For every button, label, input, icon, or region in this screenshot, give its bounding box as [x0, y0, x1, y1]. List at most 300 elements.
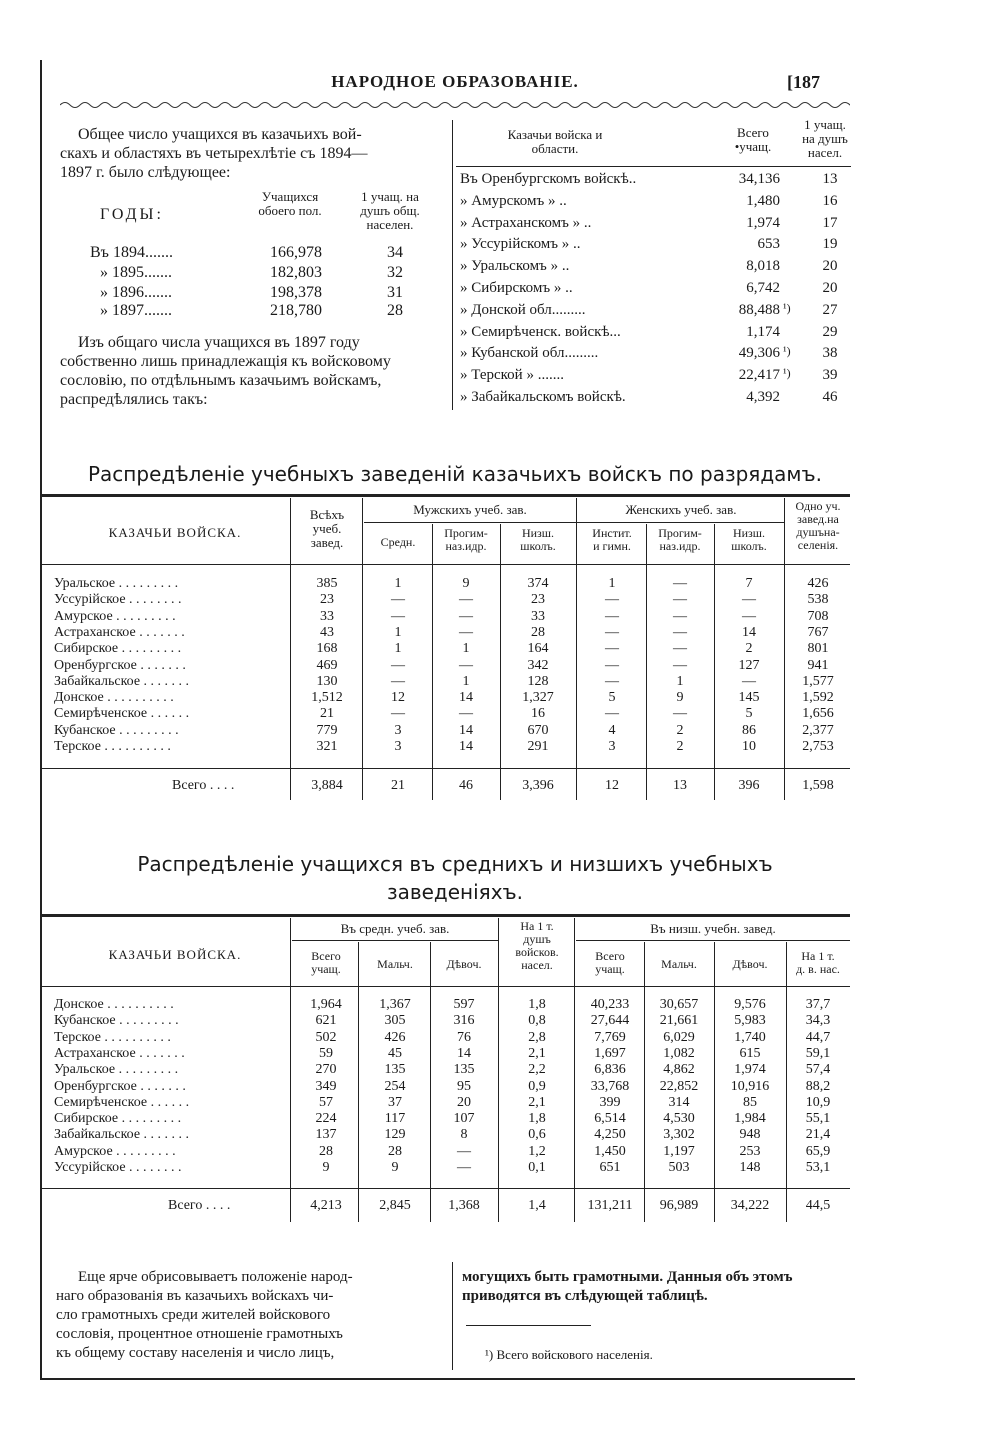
- table2-cell: 1,974: [734, 1062, 766, 1078]
- table2-cell: 2,1: [528, 1094, 546, 1110]
- table2-subheader: [786, 950, 850, 976]
- right-table-name-cell: » Сибирскомъ » ..: [460, 280, 573, 296]
- table1-cell: 9: [676, 690, 684, 706]
- table1-cell: 1: [462, 673, 470, 689]
- table1-header-female: Женскихъ учеб. зав.: [625, 502, 737, 517]
- table2-row-label: Кубанское . . . . . . . . .: [54, 1013, 179, 1029]
- table1-cell: —: [391, 673, 405, 689]
- table2-cell: 22,852: [659, 1078, 699, 1094]
- table2-cell: 1,197: [663, 1143, 695, 1159]
- table2-subheader-rule: [576, 940, 850, 941]
- table1-cell: 385: [316, 576, 338, 591]
- table2-cell: 1,8: [528, 1111, 546, 1127]
- header-line: и гимн.: [593, 539, 631, 553]
- table1-cell: 708: [807, 608, 829, 624]
- table1-header-rule: [42, 564, 850, 565]
- table1-cell: 321: [316, 739, 338, 754]
- table2-cell: 1,367: [379, 997, 411, 1012]
- table2-subheader: [292, 950, 360, 976]
- table2-cell: 30,657: [659, 997, 699, 1012]
- table2-cell: 34,3: [805, 1013, 831, 1029]
- right-table-rule: [456, 166, 851, 167]
- table1-row-label: Уральское . . . . . . . . .: [54, 576, 179, 591]
- page-number: [187: [787, 72, 820, 92]
- table1-cell: 1,327: [522, 690, 554, 706]
- table2-cell: 27,644: [590, 1013, 630, 1029]
- table2-cell: —: [457, 1160, 471, 1175]
- table1-total-rule: [42, 768, 850, 769]
- table1-cell: —: [605, 641, 619, 657]
- table1-cell: 291: [527, 739, 549, 754]
- table1-row-label: Донское . . . . . . . . . .: [54, 690, 174, 706]
- header-line: Прогим-: [658, 526, 702, 540]
- table2-cell: —: [457, 1143, 471, 1159]
- bottom-left-line: Еще ярче обрисовываетъ положеніе народ-: [78, 1269, 353, 1285]
- table1-cell: 2,753: [802, 739, 834, 754]
- table2-cell: 10,9: [805, 1094, 831, 1110]
- table2-cell: 21,661: [659, 1013, 699, 1029]
- table1-header-name: КАЗАЧЬИ ВОЙСКА.: [108, 525, 242, 540]
- header-line: населен.: [366, 217, 414, 232]
- table2-cell: 597: [453, 997, 475, 1012]
- table2-cell: 53,1: [805, 1160, 831, 1175]
- table2-header-rule: [42, 986, 850, 987]
- table2-cell: 1,2: [528, 1143, 546, 1159]
- table2-row-label: Терское . . . . . . . . . .: [54, 1029, 171, 1045]
- right-table-total-cell: 4,392: [746, 389, 780, 405]
- intro-after-line: Изъ общаго числа учащихся въ 1897 году: [78, 334, 360, 351]
- students-header: [240, 190, 340, 218]
- table2-cell: 40,233: [590, 997, 630, 1012]
- table2-subheader: [430, 958, 498, 971]
- table1-cell: 10: [742, 739, 756, 754]
- header-line: Мальч.: [377, 957, 413, 971]
- table2-cell: 59,1: [805, 1045, 831, 1061]
- table1-row-label: Семирѣченское . . . . . .: [54, 706, 190, 722]
- right-table-ratio-cell: 39: [822, 367, 838, 384]
- header-line: учеб.: [312, 521, 342, 536]
- table2-cell: 253: [739, 1143, 761, 1159]
- bottom-left-line: наго образованія въ казачьихъ войскахъ чи-: [56, 1288, 334, 1304]
- table2-total-label: Всего . . . .: [168, 1198, 231, 1213]
- table1-cell: —: [605, 608, 619, 624]
- header-line: Прогим-: [444, 526, 488, 540]
- intro-line: скахъ и областяхъ въ четырехлѣтіе съ 1894—: [60, 145, 368, 162]
- table1-row-label: Амурское . . . . . . . . .: [54, 608, 176, 624]
- table2-subheader: [360, 958, 430, 971]
- table1-cell: 1,592: [802, 690, 834, 706]
- table1-cell: 374: [527, 576, 549, 591]
- table1-column-rule: [290, 498, 291, 800]
- right-table-footnote-mark: ¹): [783, 300, 791, 315]
- table1-subheader: [646, 527, 714, 553]
- table1-cell: 670: [527, 722, 549, 738]
- table1-cell: 128: [527, 673, 549, 689]
- table1-cell: 1: [394, 576, 402, 591]
- table2-cell: 502: [315, 1029, 337, 1045]
- table1-cell: 23: [320, 592, 334, 608]
- header-line: На 1 т.: [801, 949, 835, 963]
- header-line: •учащ.: [734, 139, 772, 154]
- table1-row-label: Уссурійское . . . . . . . .: [54, 592, 182, 608]
- table2-cell: 20: [457, 1094, 471, 1110]
- right-table-footnote-mark: ¹): [783, 366, 791, 381]
- table1-total-label: Всего . . . .: [172, 778, 235, 793]
- header-line: селенія.: [797, 538, 839, 552]
- table1-cell: 7: [745, 576, 753, 591]
- table2-cell: 135: [453, 1062, 475, 1078]
- students-cell: 166,978: [270, 244, 322, 261]
- table1-total-cell: 3,884: [311, 778, 343, 793]
- table2-cell: 57: [319, 1094, 333, 1110]
- table2-cell: 2,2: [528, 1062, 546, 1078]
- table1-total-cell: 1,598: [802, 778, 834, 793]
- footnote: ¹) Всего войскового населенія.: [485, 1347, 653, 1362]
- table2-cell: 10,916: [730, 1078, 770, 1094]
- table2-cell: 0,8: [528, 1013, 546, 1029]
- ratio-header: [340, 190, 440, 232]
- header-line: Одно уч.: [795, 499, 841, 513]
- table2-total-cell: 4,213: [310, 1198, 342, 1213]
- table2-cell: 316: [453, 1013, 475, 1029]
- table2-cell: 615: [739, 1045, 761, 1061]
- table1-subheader: [432, 527, 500, 553]
- table1-cell: —: [391, 657, 405, 673]
- right-table-header-ratio: [790, 118, 860, 160]
- table2-title-line2: заведеніяхъ.: [386, 880, 524, 904]
- table1-cell: 14: [459, 739, 473, 754]
- table1-cell: —: [673, 624, 687, 640]
- header-line: учащ.: [595, 962, 625, 976]
- table1-cell: 426: [807, 576, 829, 591]
- table1-cell: 33: [531, 608, 545, 624]
- table2-total-cell: 96,989: [659, 1198, 699, 1213]
- table2-total-cell: 131,211: [587, 1198, 633, 1213]
- table1-cell: —: [742, 592, 756, 608]
- header-line: Всего: [595, 949, 625, 963]
- table2-cell: 4,250: [594, 1127, 626, 1143]
- table2-total-rule: [42, 1188, 850, 1189]
- right-table-ratio-cell: 27: [822, 301, 838, 318]
- header-line: душъна-: [796, 525, 840, 539]
- bottom-right-line: могущихъ быть грамотными. Данныя объ этомъ: [462, 1269, 793, 1285]
- right-table-header-name: [470, 128, 640, 156]
- table1-cell: 86: [742, 722, 756, 738]
- table2-cell: 21,4: [805, 1127, 831, 1143]
- table1-cell: —: [391, 706, 405, 722]
- table2-row-label: Уральское . . . . . . . . .: [54, 1062, 179, 1078]
- table1-cell: 1: [676, 673, 684, 689]
- header-line: наз.идр.: [445, 539, 487, 553]
- table1-cell: 12: [391, 690, 405, 706]
- table2-header-per: [500, 920, 574, 972]
- table2-cell: 305: [384, 1013, 406, 1029]
- bottom-left-line: къ общему составу населенія и число лицъ,: [56, 1345, 335, 1361]
- table1-row-label: Кубанское . . . . . . . . .: [54, 722, 179, 738]
- header-line: на душъ: [802, 131, 848, 146]
- table2-row-label: Семирѣченское . . . . . .: [54, 1094, 190, 1110]
- table1-cell: 1: [462, 641, 470, 657]
- table1-cell: 767: [807, 624, 829, 640]
- table1-cell: —: [459, 657, 473, 673]
- table2-cell: 137: [315, 1127, 337, 1143]
- table1-header-all: [292, 508, 362, 550]
- column-divider-top: [452, 120, 453, 410]
- header-line: На 1 т.: [520, 919, 554, 933]
- table1-cell: —: [391, 592, 405, 608]
- table2-cell: 37,7: [805, 997, 831, 1012]
- header-line: завед.на: [797, 512, 839, 526]
- page-frame-left: [40, 60, 42, 1380]
- table1-cell: 3: [394, 739, 402, 754]
- table1-header-male: Мужскихъ учеб. зав.: [413, 502, 527, 517]
- table2-cell: 76: [457, 1029, 471, 1045]
- table2-cell: 33,768: [590, 1078, 630, 1094]
- right-table-name-cell: » Терской » .......: [460, 367, 564, 384]
- table1-top-rule: [42, 494, 850, 497]
- table1-cell: —: [742, 673, 756, 689]
- right-table-name-cell: » Семирѣченск. войскѣ...: [460, 323, 621, 340]
- bottom-right-line: приводятся въ слѣдующей таблицѣ.: [462, 1288, 708, 1304]
- table2-total-cell: 34,222: [730, 1198, 770, 1213]
- header-line: наз.идр.: [659, 539, 701, 553]
- students-cell: 218,780: [270, 302, 322, 319]
- header-line: Казачьи войска и: [507, 127, 603, 142]
- table2-column-rule: [574, 918, 575, 1222]
- header-line: области.: [531, 141, 579, 156]
- table1-header-one: [784, 500, 852, 552]
- right-table-ratio-cell: 20: [822, 280, 838, 296]
- table2-cell: 8: [460, 1127, 468, 1143]
- footnote-rule: [466, 1325, 591, 1326]
- table2-cell: 107: [453, 1111, 475, 1127]
- right-table-name-cell: » Астраханскомъ » ..: [460, 214, 592, 231]
- right-table-total-cell: 1,974: [746, 214, 780, 231]
- year-cell: » 1897.......: [100, 302, 172, 319]
- table1-cell: 3: [608, 739, 616, 754]
- table2-cell: 224: [315, 1111, 337, 1127]
- header-line: школъ.: [731, 539, 767, 553]
- intro-line: Общее число учащихся въ казачьихъ вой-: [78, 126, 362, 143]
- header-line: завед.: [310, 535, 344, 550]
- table1-cell: —: [605, 706, 619, 722]
- table1-cell: —: [459, 608, 473, 624]
- table1-cell: —: [605, 673, 619, 689]
- right-table-total-cell: 6,742: [746, 280, 780, 296]
- table2-cell: 0,1: [528, 1160, 546, 1175]
- table2-cell: 3,302: [663, 1127, 695, 1143]
- table1-cell: —: [742, 608, 756, 624]
- table1-total-cell: 21: [391, 778, 405, 793]
- table2-cell: 88,2: [805, 1078, 831, 1094]
- table2-cell: 28: [388, 1143, 402, 1159]
- table2-cell: 44,7: [805, 1029, 831, 1045]
- table2-cell: 1,740: [734, 1029, 766, 1045]
- table2-cell: 1,964: [310, 997, 342, 1012]
- table2-cell: 45: [388, 1045, 402, 1061]
- table1-cell: 1: [608, 576, 616, 591]
- table2-cell: 37: [388, 1094, 402, 1110]
- table2-cell: 426: [384, 1029, 406, 1045]
- table2-cell: 1,984: [734, 1111, 766, 1127]
- header-line: Инстит.: [592, 526, 632, 540]
- table1-cell: —: [391, 608, 405, 624]
- table2-cell: 129: [384, 1127, 406, 1143]
- right-table-header-total: [718, 126, 788, 154]
- header-line: Низш.: [521, 526, 555, 540]
- table2-cell: 14: [457, 1045, 471, 1061]
- table2-cell: 0,9: [528, 1078, 546, 1094]
- right-table-name-cell: » Уральскомъ » ..: [460, 258, 570, 275]
- table1-total-cell: 46: [459, 778, 473, 793]
- ratio-cell: 28: [387, 302, 403, 319]
- table2-cell: 349: [315, 1078, 337, 1094]
- table2-cell: 28: [319, 1143, 333, 1159]
- table1-cell: 28: [531, 624, 545, 640]
- header-line: Всего: [737, 125, 769, 140]
- table1-cell: 1: [394, 624, 402, 640]
- header-line: Мальч.: [661, 957, 697, 971]
- table2-cell: 9: [391, 1160, 399, 1175]
- table1-cell: 2: [676, 722, 684, 738]
- table2-cell: 399: [599, 1094, 621, 1110]
- table1-cell: 130: [316, 673, 338, 689]
- table2-total-cell: 2,845: [379, 1198, 411, 1213]
- table2-cell: 503: [668, 1160, 690, 1175]
- right-table-ratio-cell: 17: [822, 214, 838, 231]
- header-line: обоего пол.: [258, 203, 322, 218]
- table2-row-label: Амурское . . . . . . . . .: [54, 1143, 176, 1159]
- table1-cell: 2,377: [802, 722, 834, 738]
- table1-cell: 23: [531, 592, 545, 608]
- table2-column-rule: [498, 918, 499, 1222]
- table1-cell: —: [605, 592, 619, 608]
- table1-subheader: [578, 527, 646, 553]
- table2-row-label: Забайкальское . . . . . . .: [54, 1127, 190, 1143]
- table1-cell: 16: [531, 706, 545, 722]
- bottom-left-line: сословія, процентное отношеніе грамотныхъ: [56, 1326, 343, 1342]
- table2-cell: 1,697: [594, 1045, 626, 1061]
- table2-row-label: Сибирское . . . . . . . . .: [54, 1111, 182, 1127]
- right-table-name-cell: » Уссурійскомъ » ..: [460, 236, 581, 253]
- header-line: Дѣвоч.: [446, 957, 482, 971]
- table1-cell: 3: [394, 722, 402, 738]
- table1-cell: —: [605, 624, 619, 640]
- table2-row-label: Оренбургское . . . . . . .: [54, 1078, 186, 1094]
- table1-column-rule: [362, 498, 363, 800]
- table2-row-label: Уссурійское . . . . . . . .: [54, 1160, 182, 1175]
- table1-cell: 43: [320, 624, 334, 640]
- right-table-total-cell: 22,417: [738, 367, 780, 384]
- table2-cell: 1,8: [528, 997, 546, 1012]
- table2-cell: 2,8: [528, 1029, 546, 1045]
- right-table-ratio-cell: 38: [822, 345, 838, 362]
- table1-cell: 4: [608, 722, 616, 738]
- right-table-total-cell: 34,136: [738, 171, 780, 187]
- right-table-name-cell: » Забайкальскомъ войскѣ.: [460, 389, 626, 405]
- table2-cell: 948: [739, 1127, 761, 1143]
- students-cell: 198,378: [270, 284, 322, 301]
- header-line: д. в. нас.: [796, 962, 840, 976]
- intro-line: 1897 г. было слѣдующее:: [60, 164, 231, 181]
- header-line: Низш.: [732, 526, 766, 540]
- right-table-footnote-mark: ¹): [783, 344, 791, 359]
- page-title: НАРОДНОЕ ОБРАЗОВАНІЕ.: [331, 72, 579, 91]
- table1-subheader: [714, 527, 784, 553]
- table2-cell: 135: [384, 1062, 406, 1078]
- table1-cell: —: [673, 608, 687, 624]
- table1-total-cell: 3,396: [522, 778, 554, 793]
- table2-subheader: [644, 958, 714, 971]
- table2-cell: 9: [322, 1160, 330, 1175]
- table1-cell: 342: [527, 657, 549, 673]
- table1-cell: 127: [738, 657, 760, 673]
- table2-cell: 59: [319, 1045, 333, 1061]
- table2-cell: 1,082: [663, 1045, 695, 1061]
- table1-row-label: Забайкальское . . . . . . .: [54, 673, 190, 689]
- page-frame-bottom: [40, 1378, 855, 1380]
- table1-subheader: [364, 536, 432, 549]
- ratio-cell: 32: [387, 264, 403, 281]
- table2-cell: 270: [315, 1062, 337, 1078]
- table2-cell: 95: [457, 1078, 471, 1094]
- header-line: Дѣвоч.: [732, 957, 768, 971]
- table1-subheader-rule: [364, 522, 784, 523]
- table2-cell: 4,862: [663, 1062, 695, 1078]
- header-line: школъ.: [520, 539, 556, 553]
- table1-cell: 469: [316, 657, 338, 673]
- running-header: [60, 72, 850, 100]
- header-line: 1 учащ.: [804, 117, 846, 132]
- right-table-total-cell: 8,018: [746, 258, 780, 275]
- table1-cell: —: [673, 706, 687, 722]
- right-table-total-cell: 49,306: [738, 345, 780, 362]
- table1-cell: —: [459, 706, 473, 722]
- students-cell: 182,803: [270, 264, 322, 281]
- table1-title: Распредѣленіе учебныхъ заведеній казачьихъ войскъ по разрядамъ.: [87, 462, 822, 486]
- table1-cell: 2: [745, 641, 753, 657]
- table1-cell: 14: [742, 624, 756, 640]
- table1-total-cell: 12: [605, 778, 619, 793]
- table2-cell: 314: [668, 1094, 690, 1110]
- table1-cell: 5: [745, 706, 753, 722]
- table2-cell: 6,836: [594, 1062, 626, 1078]
- table1-column-rule: [576, 498, 577, 800]
- table1-cell: —: [673, 657, 687, 673]
- table1-cell: 1,656: [802, 706, 834, 722]
- table2-subheader-rule: [292, 940, 498, 941]
- table2-header-mid: Въ средн. учеб. зав.: [340, 921, 450, 936]
- year-cell: » 1896.......: [100, 284, 172, 301]
- right-table-ratio-cell: 29: [822, 323, 838, 340]
- table1-cell: 1,577: [802, 673, 834, 689]
- table2-cell: 9,576: [734, 997, 766, 1012]
- header-line: Всѣхъ: [309, 507, 345, 522]
- table1-cell: 168: [316, 641, 338, 657]
- table1-cell: 145: [738, 690, 760, 706]
- table2-subheader: [714, 958, 786, 971]
- table2-cell: 148: [739, 1160, 761, 1175]
- table1-row-label: Оренбургское . . . . . . .: [54, 657, 186, 673]
- table2-cell: 117: [384, 1111, 406, 1127]
- intro-after-line: распредѣлялись такъ:: [60, 391, 208, 408]
- table2-total-cell: 44,5: [805, 1198, 831, 1213]
- right-table-total-cell: 88,488: [738, 301, 780, 318]
- table1-cell: 779: [316, 722, 338, 738]
- table2-cell: 2,1: [528, 1045, 546, 1061]
- table1-cell: 21: [320, 706, 334, 722]
- table1-cell: 5: [608, 690, 616, 706]
